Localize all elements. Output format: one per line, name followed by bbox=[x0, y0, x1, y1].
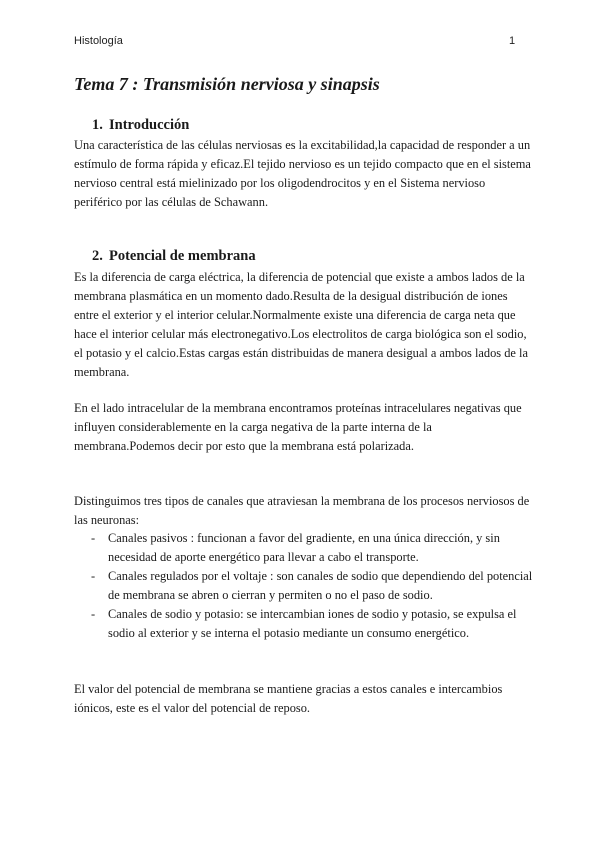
list-item-text: Canales pasivos : funcionan a favor del gradiente, en una única dirección, y sin necesidad de aporte energético para llevar a cabo el transporte. bbox=[108, 531, 500, 564]
list-item bbox=[74, 529, 534, 567]
paragraph: Una característica de las células nerviosas es la excitabilidad,la capacidad de responder a un estímulo de forma rápida y eficaz.El tejido nervioso es un tejido compacto que en el sistema nervioso central está mielinizado por los oligodendrocitos y en el Sistema nervioso periférico por las células de Schawann. bbox=[74, 138, 531, 209]
paragraph: Distinguimos tres tipos de canales que atraviesan la membrana de los procesos nerviosos de las neuronas: bbox=[74, 494, 530, 527]
channel-type-list bbox=[74, 529, 534, 642]
paragraph: Es la diferencia de carga eléctrica, la diferencia de potencial que existe a ambos lados de la membrana plasmática en un momento dado.Resulta de la desigual distribución de iones entre el exterior y el interior celular.Normalmente existe una diferencia de carga neta que hace el interior celular más electronegativo.Los electrolitos de carga biológica son el sodio, el potasio y el calcio.Estas cargas están distribuidas de manera desigual a ambos lados de la membrana. bbox=[74, 270, 528, 379]
paragraph: En el lado intracelular de la membrana encontramos proteínas intracelulares negativas que influyen considerablemente en la carga negativa de la parte interna de la membrana.Podemos decir por esto que la membrana está polarizada. bbox=[74, 401, 522, 453]
paragraph: El valor del potencial de membrana se mantiene gracias a estos canales e intercambios iónicos, este es el valor del potencial de reposo. bbox=[74, 682, 503, 715]
list-item-text: Canales de sodio y potasio: se intercambian iones de sodio y potasio, se expulsa el sodio al exterior y se interna el potasio mediante un consumo energético. bbox=[108, 606, 517, 640]
section-heading-potencial bbox=[92, 248, 256, 265]
section-title: Potencial de membrana bbox=[109, 248, 256, 264]
bullet-dash: - bbox=[91, 606, 96, 621]
list-item-text: Canales regulados por el voltaje : son canales de sodio que dependiendo del potencial de membrana se abren o cierran y permiten o no el paso de sodio. bbox=[108, 568, 533, 602]
bullet-dash: - bbox=[91, 568, 96, 583]
section-number: 1. bbox=[92, 117, 103, 133]
section-number: 2. bbox=[92, 248, 103, 264]
section-heading-introduccion bbox=[92, 117, 189, 134]
section-title: Introducción bbox=[109, 117, 190, 133]
running-header: Histología bbox=[74, 35, 123, 47]
document-title: Tema 7 : Transmisión nerviosa y sinapsis bbox=[74, 74, 380, 94]
list-item bbox=[74, 605, 534, 643]
bullet-dash: - bbox=[91, 531, 96, 545]
page-number: 1 bbox=[509, 35, 516, 47]
list-item bbox=[74, 567, 534, 605]
